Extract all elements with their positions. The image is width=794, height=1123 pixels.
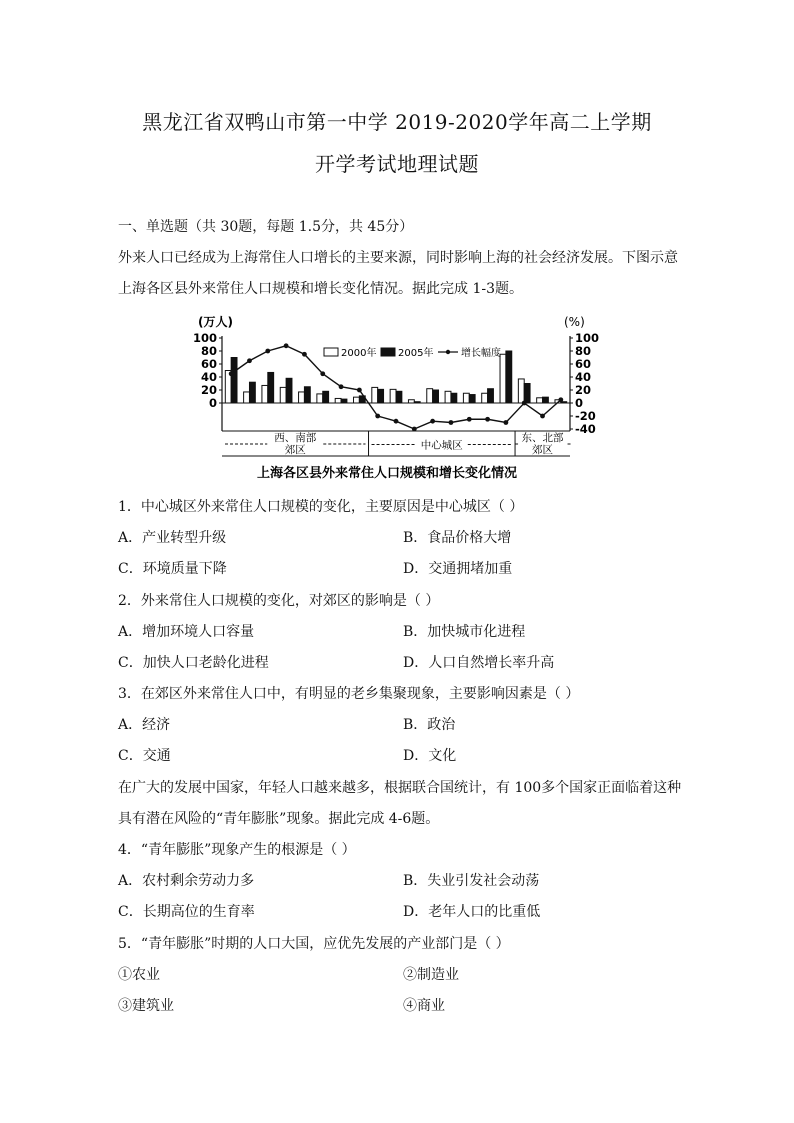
growth-point bbox=[394, 419, 399, 424]
bar-2005 bbox=[524, 384, 530, 404]
q5-option-3[interactable]: ③建筑业 bbox=[118, 998, 174, 1014]
population-chart bbox=[192, 310, 600, 488]
bar-2005 bbox=[304, 387, 310, 403]
growth-point bbox=[430, 419, 435, 424]
bar-2005 bbox=[414, 402, 420, 403]
growth-point bbox=[503, 420, 508, 425]
q5-option-4[interactable]: ④商业 bbox=[403, 998, 445, 1014]
q1-option-b[interactable]: B．食品价格大增 bbox=[403, 530, 512, 546]
legend-swatch-2000 bbox=[324, 348, 338, 356]
q4-option-c[interactable]: C．长期高位的生育率 bbox=[118, 904, 255, 920]
bar-2000 bbox=[427, 389, 433, 403]
left-tick-label: 80 bbox=[200, 344, 217, 358]
group-label: 郊区 bbox=[284, 444, 306, 456]
legend-swatch-2005 bbox=[381, 348, 395, 356]
legend-label-2000: 2000年 bbox=[341, 348, 377, 359]
bar-2000 bbox=[244, 392, 250, 403]
growth-point bbox=[540, 414, 545, 419]
bar-2000 bbox=[482, 393, 488, 403]
bar-2000 bbox=[390, 389, 396, 403]
exam-title-line2: 开学考试地理试题 bbox=[315, 152, 479, 176]
bar-2000 bbox=[299, 392, 305, 403]
q3-stem: 3．在郊区外来常住人口中，有明显的老乡集聚现象，主要影响因素是（ ） bbox=[118, 686, 580, 702]
bar-2000 bbox=[408, 400, 414, 403]
right-unit-label: (%) bbox=[564, 315, 585, 329]
growth-line bbox=[229, 343, 563, 431]
left-tick-label: 40 bbox=[200, 370, 217, 384]
chart-groups bbox=[222, 431, 571, 456]
bar-2005 bbox=[231, 358, 237, 404]
left-unit-label: (万人) bbox=[198, 315, 233, 329]
growth-point bbox=[229, 371, 234, 376]
q3-option-b[interactable]: B．政治 bbox=[403, 717, 456, 733]
bar-2005 bbox=[341, 399, 347, 403]
chart-title: 上海各区县外来常住人口规模和增长变化情况 bbox=[256, 466, 518, 481]
q1-option-d[interactable]: D．交通拥堵加重 bbox=[403, 561, 513, 577]
left-tick-label: 60 bbox=[200, 357, 217, 371]
q1-stem: 1．中心城区外来常住人口规模的变化，主要原因是中心城区（ ） bbox=[118, 499, 524, 515]
bar-2000 bbox=[372, 387, 378, 403]
q5-option-2[interactable]: ②制造业 bbox=[403, 967, 459, 983]
bar-2000 bbox=[463, 393, 469, 403]
legend-label-2005: 2005年 bbox=[398, 348, 434, 359]
growth-point bbox=[375, 414, 380, 419]
bar-2000 bbox=[317, 394, 323, 403]
q5-stem: 5．“青年膨胀”时期的人口大国，应优先发展的产业部门是（ ） bbox=[118, 936, 510, 952]
q3-option-c[interactable]: C．交通 bbox=[118, 748, 171, 764]
chart-axes bbox=[193, 315, 599, 436]
right-tick-label: 40 bbox=[575, 370, 592, 384]
legend-point-growth bbox=[446, 350, 450, 354]
bar-2005 bbox=[323, 391, 329, 403]
bar-2005 bbox=[543, 397, 549, 403]
right-tick-label: 80 bbox=[575, 344, 592, 358]
bar-2005 bbox=[451, 393, 457, 403]
growth-point bbox=[265, 349, 270, 354]
legend-label-growth: 增长幅度 bbox=[461, 348, 501, 359]
q2-option-b[interactable]: B．加快城市化进程 bbox=[403, 624, 526, 640]
q5-option-1[interactable]: ①农业 bbox=[118, 967, 160, 983]
growth-point bbox=[339, 384, 344, 389]
q1-option-a[interactable]: A．产业转型升级 bbox=[118, 530, 227, 546]
growth-point bbox=[284, 343, 289, 348]
growth-point bbox=[320, 371, 325, 376]
q4-option-a[interactable]: A．农村剩余劳动力多 bbox=[118, 873, 255, 889]
growth-point bbox=[357, 388, 362, 393]
bar-2005 bbox=[433, 390, 439, 403]
q2-stem: 2．外来常住人口规模的变化，对郊区的影响是（ ） bbox=[118, 593, 440, 609]
q2-option-d[interactable]: D．人口自然增长率升高 bbox=[403, 655, 555, 671]
bar-2005 bbox=[286, 378, 292, 403]
bar-2000 bbox=[280, 387, 286, 403]
bar-2005 bbox=[268, 372, 274, 403]
section-heading: 一、单选题（共 30题，每题 1.5分，共 45分） bbox=[118, 219, 414, 235]
passage1-line2: 上海各区县外来常住人口规模和增长变化情况。据此完成 1-3题。 bbox=[118, 281, 523, 297]
q1-option-c[interactable]: C．环境质量下降 bbox=[118, 561, 227, 577]
bar-2000 bbox=[500, 354, 506, 403]
left-tick-label: 100 bbox=[192, 331, 217, 345]
bar-2005 bbox=[396, 391, 402, 403]
exam-title-line1: 黑龙江省双鸭山市第一中学 2019-2020学年高二上学期 bbox=[142, 110, 652, 134]
bar-2000 bbox=[445, 391, 451, 403]
growth-point bbox=[467, 417, 472, 422]
left-tick-label: 0 bbox=[208, 396, 217, 410]
group-label: 西、南部 bbox=[274, 432, 317, 444]
bar-2000 bbox=[335, 398, 341, 403]
group-label: 郊区 bbox=[532, 444, 554, 456]
bar-2005 bbox=[249, 382, 255, 403]
passage2-line1: 在广大的发展中国家，年轻人口越来越多，根据联合国统计，有 100多个国家正面临着这种 bbox=[118, 780, 682, 796]
bar-2000 bbox=[262, 385, 268, 403]
bar-2000 bbox=[518, 379, 524, 403]
bar-2000 bbox=[354, 397, 360, 403]
bar-2005 bbox=[378, 389, 384, 403]
q4-option-b[interactable]: B．失业引发社会动荡 bbox=[403, 873, 540, 889]
growth-point bbox=[302, 352, 307, 357]
growth-point bbox=[522, 401, 527, 406]
growth-point bbox=[485, 417, 490, 422]
bar-2005 bbox=[488, 389, 494, 403]
passage2-line2: 具有潜在风险的“青年膨胀”现象。据此完成 4-6题。 bbox=[118, 811, 440, 827]
growth-point bbox=[558, 397, 563, 402]
bar-2005 bbox=[506, 351, 512, 403]
bar-2000 bbox=[537, 398, 543, 403]
right-tick-label: 0 bbox=[575, 396, 584, 410]
group-label: 东、北部 bbox=[521, 432, 564, 444]
q2-option-a[interactable]: A．增加环境人口容量 bbox=[118, 624, 255, 640]
q4-option-d[interactable]: D．老年人口的比重低 bbox=[403, 904, 541, 920]
left-tick-label: 20 bbox=[200, 383, 217, 397]
bar-2005 bbox=[469, 395, 475, 403]
right-tick-label: 100 bbox=[575, 331, 600, 345]
chart-legend bbox=[324, 346, 501, 359]
growth-point bbox=[449, 420, 454, 425]
right-tick-label: 60 bbox=[575, 357, 592, 371]
q3-option-a[interactable]: A．经济 bbox=[118, 717, 171, 733]
growth-point bbox=[247, 358, 252, 363]
group-label: 中心城区 bbox=[420, 439, 463, 452]
right-tick-label: 20 bbox=[575, 383, 592, 397]
q2-option-c[interactable]: C．加快人口老龄化进程 bbox=[118, 655, 269, 671]
q3-option-d[interactable]: D．文化 bbox=[403, 748, 457, 764]
q4-stem: 4．“青年膨胀”现象产生的根源是（ ） bbox=[118, 842, 356, 858]
passage1-line1: 外来人口已经成为上海常住人口增长的主要来源，同时影响上海的社会经济发展。下图示意 bbox=[118, 250, 678, 266]
right-tick-label: -40 bbox=[575, 422, 596, 436]
right-tick-label: -20 bbox=[575, 409, 596, 423]
chart-bars bbox=[225, 351, 566, 403]
